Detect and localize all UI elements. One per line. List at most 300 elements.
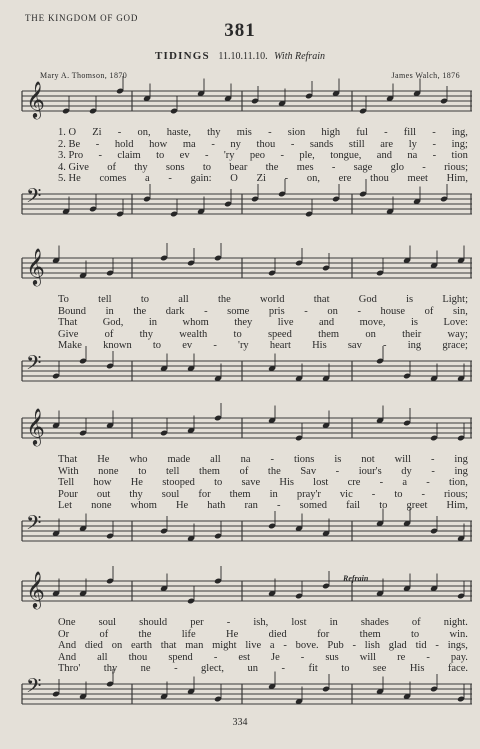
lyric-syllable: a [144,173,150,185]
lyric-syllable: will [359,651,377,663]
lyric-syllable: ere [338,173,352,185]
lyric-syllable: see [372,663,387,675]
lyric-syllable: and [376,150,392,162]
lyric-syllable: the [217,294,231,305]
lyric-syllable: hath [207,500,226,512]
lyric-syllable: lost [291,617,307,628]
lyric-syllable: Zi [256,173,266,185]
lyric-syllable: - [435,640,439,652]
lyric-syllable: will [394,454,411,465]
lyric-syllable: of [99,628,109,640]
treble-clef-icon: 𝄞 [26,571,45,607]
treble-clef-icon: 𝄞 [26,408,45,444]
lyric-syllable: whom [130,500,157,512]
lyric-syllable: Make [58,340,82,352]
lyric-syllable: thou [128,651,148,663]
lyric-syllable: their [402,328,422,340]
lyric-syllable: glad [388,640,407,652]
lyric-syllable: And [58,651,77,663]
lyric-syllable: - [270,454,274,465]
lyric-syllable: ev [182,340,193,352]
lyric-syllable: of [424,305,434,317]
lyric-syllable: on [365,328,376,340]
lyric-syllable: that [160,640,177,652]
lyric-syllable: to [341,663,350,675]
staff [22,188,472,220]
lyric-syllable: the [265,161,279,173]
lyric-syllable: na [407,150,418,162]
lyric-syllable: meet [407,173,428,185]
lyric-syllable: tell [98,294,112,305]
lyric-syllable: fail [346,500,361,512]
lyric-syllable: Bound [58,305,87,317]
lyric-syllable: to [152,340,162,352]
lyric-syllable: peo [249,150,266,162]
hymn-meter: 11.10.11.10. [218,51,268,62]
lyric-syllable: pris [268,305,285,317]
lyric-syllable: spend [168,651,193,663]
lyric-syllable: Je [271,651,280,663]
staff [22,571,472,607]
lyric-syllable: - [204,150,209,162]
lyric-syllable: His [312,340,327,352]
lyric-syllable: tions [293,454,315,465]
lyric-syllable: comes [99,173,127,185]
lyric-syllable: in [269,488,278,500]
lyric-syllable: dark [165,305,185,317]
verse-line [58,652,468,664]
lyrics-block [58,617,468,675]
lyric-syllable: ly [408,138,417,150]
lyric-syllable: per [190,617,204,628]
lyric-syllable: Pour [58,488,78,500]
lyric-syllable: a [269,640,275,652]
lyric-syllable: rious; [444,488,468,500]
lyric-syllable: to [202,161,212,173]
lyric-syllable: them [198,465,220,477]
lyric-syllable: all [210,454,221,465]
lyric-syllable: 5. He [58,173,81,185]
lyric-syllable: pay. [450,651,468,663]
refrain-label: Refrain [343,574,369,583]
lyric-syllable: ing, [451,127,468,138]
lyric-syllable: - [281,663,285,675]
author-credit: Mary A. Thomson, 1870 [40,71,128,80]
lyric-syllable: none [98,465,119,477]
lyric-syllable: tion [451,150,468,162]
lyric-syllable: to [214,477,223,489]
lyric-syllable: for [198,488,211,500]
lyric-syllable: His [409,663,425,675]
lyric-syllable: all [97,651,108,663]
bass-clef-icon: 𝄢 [26,513,42,539]
lyric-syllable: ful [356,127,368,138]
lyric-syllable: of [107,161,116,173]
lyric-syllable: dy [401,465,412,477]
lyric-syllable: sage [353,161,373,173]
lyric-syllable: save [241,477,261,489]
lyric-syllable: re [397,651,406,663]
verse-line [58,489,468,501]
lyric-syllable: God, [102,317,124,329]
lyric-syllable: thy [103,663,118,675]
lyric-syllable: known [103,340,132,352]
lyric-syllable: ev [179,150,190,162]
verse-line [58,340,468,352]
lyric-syllable: thy [134,161,148,173]
lyric-syllable: lish [364,640,380,652]
lyric-syllable: for [317,628,330,640]
lyric-syllable: ing [454,454,468,465]
lyric-syllable: to [411,628,420,640]
lyric-syllable: tid [415,640,427,652]
lyric-syllable: the [267,465,281,477]
lyric-syllable: to [394,488,403,500]
lyric-syllable: live [245,640,262,652]
lyric-syllable: - [426,651,430,663]
lyric-syllable: all [178,294,189,305]
lyric-syllable: on, [137,127,151,138]
lyric-syllable: mes [296,161,314,173]
lyric-syllable: in [329,617,338,628]
lyric-syllable: ran [244,500,258,512]
lyric-syllable: God [358,294,377,305]
lyric-syllable: are [380,138,394,150]
lyric-syllable: That [58,454,78,465]
verse-line [58,294,468,306]
lyric-syllable: Zi [92,127,102,138]
lyric-syllable: how [149,138,168,150]
lyric-syllable: gain: [190,173,212,185]
lyric-syllable: est [238,651,251,663]
lyric-syllable: fit [308,663,318,675]
lyric-syllable: of [104,328,114,340]
lyric-syllable: - [331,161,336,173]
treble-clef-icon: 𝄞 [26,248,45,284]
lyric-syllable: - [379,477,384,489]
lyric-syllable: ing [407,340,422,352]
lyric-syllable: died [268,628,287,640]
title-line [0,50,480,62]
lyric-syllable: them [229,488,251,500]
lyric-syllable: sion [287,127,306,138]
lyric-syllable: glect, [201,663,225,675]
lyric-syllable: the [138,628,152,640]
lyric-syllable: sus [325,651,339,663]
lyric-syllable: might [212,640,237,652]
lyric-syllable: to [379,500,388,512]
verse-line [58,162,468,174]
lyric-syllable: To [58,294,69,305]
lyric-syllable: - [211,138,215,150]
lyric-syllable: and [318,317,335,329]
lyric-syllable: they [234,317,253,329]
lyric-syllable: bove. [295,640,319,652]
lyric-syllable: soul [161,488,180,500]
composer-credit: James Walch, 1876 [391,71,460,80]
lyric-syllable: ma [182,138,196,150]
lyric-syllable: - [371,488,376,500]
lyric-syllable: still [348,138,365,150]
lyric-syllable: none [91,500,112,512]
hymn-title: TIDINGS [155,50,210,62]
lyric-syllable: ing; [451,138,468,150]
lyric-syllable: on, [306,173,320,185]
lyric-syllable: the [133,305,147,317]
lyric-syllable: to [140,294,149,305]
lyrics-block [58,127,468,185]
lyric-syllable: O [230,173,238,185]
lyric-syllable: house [380,305,406,317]
lyric-syllable: live [277,317,294,329]
lyric-syllable: life [181,628,196,640]
verse-line [58,139,468,151]
lyric-syllable: speed [267,328,292,340]
lyric-syllable: ple, [299,150,315,162]
lyric-syllable: Give [58,328,79,340]
lyric-syllable: hold [114,138,134,150]
lyric-syllable: iour's [358,465,382,477]
lyric-syllable: With [58,465,79,477]
lyric-syllable: thy [139,328,154,340]
verse-line [58,306,468,318]
lyric-syllable: that [313,294,330,305]
verse-line [58,454,468,466]
lyric-syllable: shades [360,617,389,628]
lyric-syllable: One [58,617,76,628]
lyric-syllable: in [105,305,114,317]
lyric-syllable: to [156,150,165,162]
lyric-syllable: - [422,161,426,173]
lyric-syllable: man [185,640,204,652]
lyric-syllable: thou [256,138,276,150]
lyric-syllable: - [383,340,387,352]
lyric-syllable: in [148,317,158,329]
lyric-syllable: - [268,127,272,138]
verse-line [58,500,468,512]
lyric-syllable: way; [447,328,468,340]
lyric-syllable: somed [299,500,327,512]
bass-clef-icon: 𝄢 [26,676,42,702]
lyric-syllable: who [129,454,148,465]
lyric-syllable: face. [447,663,468,675]
lyric-syllable: is [406,294,414,305]
page-number: 334 [232,717,248,728]
lyric-syllable: - [98,150,102,162]
lyric-syllable: Tell [58,477,75,489]
lyric-syllable: world [260,294,285,305]
lyric-syllable: He [97,454,110,465]
staff [22,81,472,117]
lyric-syllable: - [95,138,100,150]
lyric-syllable: haste, [166,127,191,138]
lyric-syllable: move, [359,317,386,329]
lyric-syllable: sons [165,161,185,173]
verse-line [58,466,468,478]
lyric-syllable: a [402,477,407,489]
lyric-syllable: whom [182,317,209,329]
verse-line [58,617,468,629]
bass-clef-icon: 𝄢 [26,186,42,212]
lyric-syllable: - [432,150,437,162]
lyric-syllable: greet [406,500,428,512]
lyric-syllable: He [175,500,189,512]
lyric-syllable: ing [454,465,468,477]
lyric-syllable: died [84,640,103,652]
lyric-syllable: ings, [447,640,468,652]
lyric-syllable: He [226,628,239,640]
lyric-syllable: - [430,454,435,465]
verse-line [58,329,468,341]
lyric-syllable: glo [390,161,405,173]
lyric-syllable: - [432,138,436,150]
bass-clef-icon: 𝄢 [26,353,42,379]
lyric-syllable: - [432,127,436,138]
lyrics-block [58,454,468,512]
lyric-syllable: pray'r [296,488,321,500]
lyric-syllable: cre [347,477,361,489]
lyric-syllable: - [384,127,388,138]
lyric-syllable: Let [58,500,72,512]
lyric-syllable: thy [207,127,221,138]
staff [22,515,472,547]
lyric-syllable: out [96,488,111,500]
verse-line [58,477,468,489]
hymn-number: 381 [224,20,256,41]
lyric-syllable: them [359,628,381,640]
lyric-syllable: - [280,150,284,162]
lyric-syllable: 1. O [58,127,77,138]
lyric-syllable: vic [339,488,353,500]
verse-line [58,317,468,329]
lyric-syllable: Love: [443,317,468,329]
lyric-syllable: - [335,465,340,477]
lyric-syllable: bear [229,161,248,173]
lyric-syllable: ish, [253,617,269,628]
lyric-syllable: night. [443,617,468,628]
treble-clef-icon: 𝄞 [26,81,45,117]
lyric-syllable: na [240,454,251,465]
lyric-syllable: - [226,617,231,628]
lyric-syllable: fill [403,127,417,138]
lyric-syllable: stooped [162,477,195,489]
lyric-syllable: Thro' [58,663,81,675]
lyric-syllable: - [426,477,430,489]
lyric-syllable: of [411,617,421,628]
lyric-syllable: made [167,454,191,465]
lyric-syllable: is [410,317,418,329]
lyric-syllable: sands [309,138,334,150]
lyric-syllable: - [431,465,435,477]
lyric-syllable: sin, [452,305,468,317]
lyric-syllable: them [318,328,340,340]
lyric-syllable: 2. Be [58,138,81,150]
lyric-syllable: - [276,500,281,512]
lyric-syllable: - [168,173,172,185]
lyric-syllable: - [213,651,218,663]
lyric-syllable: Him, [446,500,468,512]
verse-line [58,663,468,675]
lyric-syllable: thy [129,488,143,500]
staff [22,248,472,284]
lyric-syllable: - [352,640,357,652]
lyric-syllable: win. [449,628,468,640]
lyric-syllable: some [227,305,250,317]
lyric-syllable: - [117,127,122,138]
verse-line [58,150,468,162]
running-head: THE KINGDOM OF GOD [25,13,139,23]
lyric-syllable: And [58,640,77,652]
lyric-syllable: is [334,454,342,465]
verse-line [58,640,468,652]
lyric-syllable: on [327,305,338,317]
lyric-syllable: heart [269,340,291,352]
lyric-syllable: 'ry [238,340,249,352]
lyric-syllable: tongue, [330,150,362,162]
lyric-syllable: tell [165,465,180,477]
lyric-syllable: high [321,127,341,138]
lyric-syllable: - [300,651,305,663]
lyric-syllable: - [283,640,287,652]
lyric-syllable: Or [58,628,70,640]
lyric-syllable: His [279,477,294,489]
lyric-syllable: Sav [300,465,317,477]
lyric-syllable: - [304,305,308,317]
lyric-syllable: claim [117,150,141,162]
lyric-syllable: Pub [327,640,344,652]
lyric-syllable: 'ry [223,150,235,162]
with-refrain-note: With Refrain [274,51,325,62]
verse-line [58,173,468,185]
lyric-syllable: Light; [442,294,468,305]
lyric-syllable: grace; [442,340,468,352]
verse-line [58,629,468,641]
lyric-syllable: to [233,328,242,340]
lyric-syllable: - [213,340,217,352]
lyrics-block [58,294,468,352]
lyric-syllable: soul [98,617,117,628]
lyric-syllable: mis [236,127,252,138]
staff [22,355,472,387]
lyric-syllable: how [93,477,112,489]
lyric-syllable: to [138,465,147,477]
lyric-syllable: - [204,305,208,317]
lyric-syllable: un [247,663,259,675]
lyric-syllable: - [421,488,426,500]
lyric-syllable: ny [230,138,241,150]
lyric-syllable: He [130,477,143,489]
lyric-syllable: Him, [446,173,468,185]
lyric-syllable: on [111,640,123,652]
staff [22,408,472,444]
lyric-syllable: - [290,138,295,150]
lyric-syllable: rious; [444,161,468,173]
lyric-syllable: earth [130,640,152,652]
lyric-syllable: should [139,617,168,628]
lyric-syllable: thou [370,173,389,185]
lyric-syllable: ne [140,663,151,675]
lyric-syllable: sav [347,340,362,352]
lyric-syllable: wealth [179,328,208,340]
verse-line [58,127,468,139]
lyric-syllable: lost [313,477,329,489]
lyric-syllable: tion, [448,477,468,489]
lyric-syllable: - [174,663,178,675]
lyric-syllable: - [357,305,361,317]
lyric-syllable: 3. Pro [58,150,84,162]
lyric-syllable: of [239,465,249,477]
lyric-syllable: not [361,454,375,465]
